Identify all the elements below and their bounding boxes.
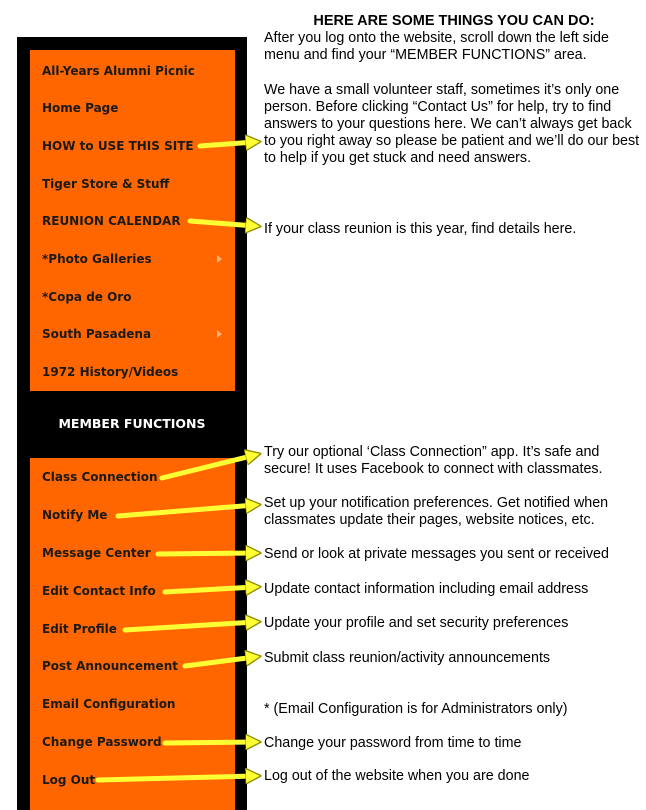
menu-item-tiger-store[interactable]: Tiger Store & Stuff: [42, 177, 170, 191]
menu-item-email-configuration[interactable]: Email Configuration: [42, 697, 176, 711]
class-connection-description: Try our optional ‘Class Connection” app. It’s safe and secure! It uses Facebook to connect with classmates.: [264, 444, 603, 477]
arrow-icon: [98, 776, 255, 780]
arrow-icon: [185, 657, 255, 666]
menu-item-south-pasadena[interactable]: South Pasadena: [42, 327, 152, 341]
menu-item-1972-history[interactable]: 1972 History/Videos: [42, 365, 179, 379]
page-heading: HERE ARE SOME THINGS YOU CAN DO:: [313, 13, 595, 29]
notify-me-description: Set up your notification preferences. Get notified when classmates update their pages, website notices, etc.: [264, 495, 609, 528]
help-text: We have a small volunteer staff, sometimes it’s only one person. Before clicking “Contact Us” for help, try to find answers to your questions here. We can’t always get back to you right away so please be patient and we’ll do our best to help if you get stuck and need answers.: [264, 82, 640, 166]
change-password-description: Change your password from time to time: [264, 735, 522, 751]
menu-item-photo-galleries[interactable]: *Photo Galleries: [42, 252, 152, 266]
menu-item-reunion-calendar[interactable]: REUNION CALENDAR: [42, 214, 181, 228]
edit-profile-description: Update your profile and set security preferences: [264, 615, 569, 631]
menu-item-how-to-use[interactable]: HOW to USE THIS SITE: [42, 139, 194, 153]
message-center-description: Send or look at private messages you sent or received: [264, 546, 609, 562]
menu-item-class-connection[interactable]: Class Connection: [42, 470, 158, 484]
intro-text: After you log onto the website, scroll down the left side menu and find your “MEMBER FUNCTIONS” area.: [264, 30, 609, 63]
menu-item-notify-me[interactable]: Notify Me: [42, 508, 108, 522]
menu-item-alumni-picnic[interactable]: All-Years Alumni Picnic: [42, 64, 195, 78]
menu-item-change-password[interactable]: Change Password: [42, 735, 162, 749]
reunion-description: If your class reunion is this year, find details here.: [264, 221, 577, 237]
menu-item-log-out[interactable]: Log Out: [42, 773, 96, 787]
edit-contact-description: Update contact information including email address: [264, 581, 589, 597]
arrow-icon: [200, 142, 255, 146]
arrow-icon: [165, 742, 255, 743]
menu-item-copa-de-oro[interactable]: *Copa de Oro: [42, 290, 132, 304]
menu-item-post-announcement[interactable]: Post Announcement: [42, 659, 178, 673]
arrow-icon: [162, 455, 255, 478]
log-out-description: Log out of the website when you are done: [264, 768, 530, 784]
menu-item-home-page[interactable]: Home Page: [42, 101, 119, 115]
member-functions-title: MEMBER FUNCTIONS: [58, 416, 206, 431]
arrow-icon: [118, 505, 255, 516]
email-config-note: * (Email Configuration is for Administrators only): [264, 701, 568, 717]
menu-item-message-center[interactable]: Message Center: [42, 546, 151, 560]
arrow-icon: [125, 622, 255, 630]
arrow-icon: [190, 221, 255, 226]
post-announcement-description: Submit class reunion/activity announcements: [264, 650, 551, 666]
arrow-icon: [158, 553, 255, 554]
menu-item-edit-profile[interactable]: Edit Profile: [42, 622, 117, 636]
menu-item-edit-contact-info[interactable]: Edit Contact Info: [42, 584, 156, 598]
arrow-icon: [165, 587, 255, 592]
